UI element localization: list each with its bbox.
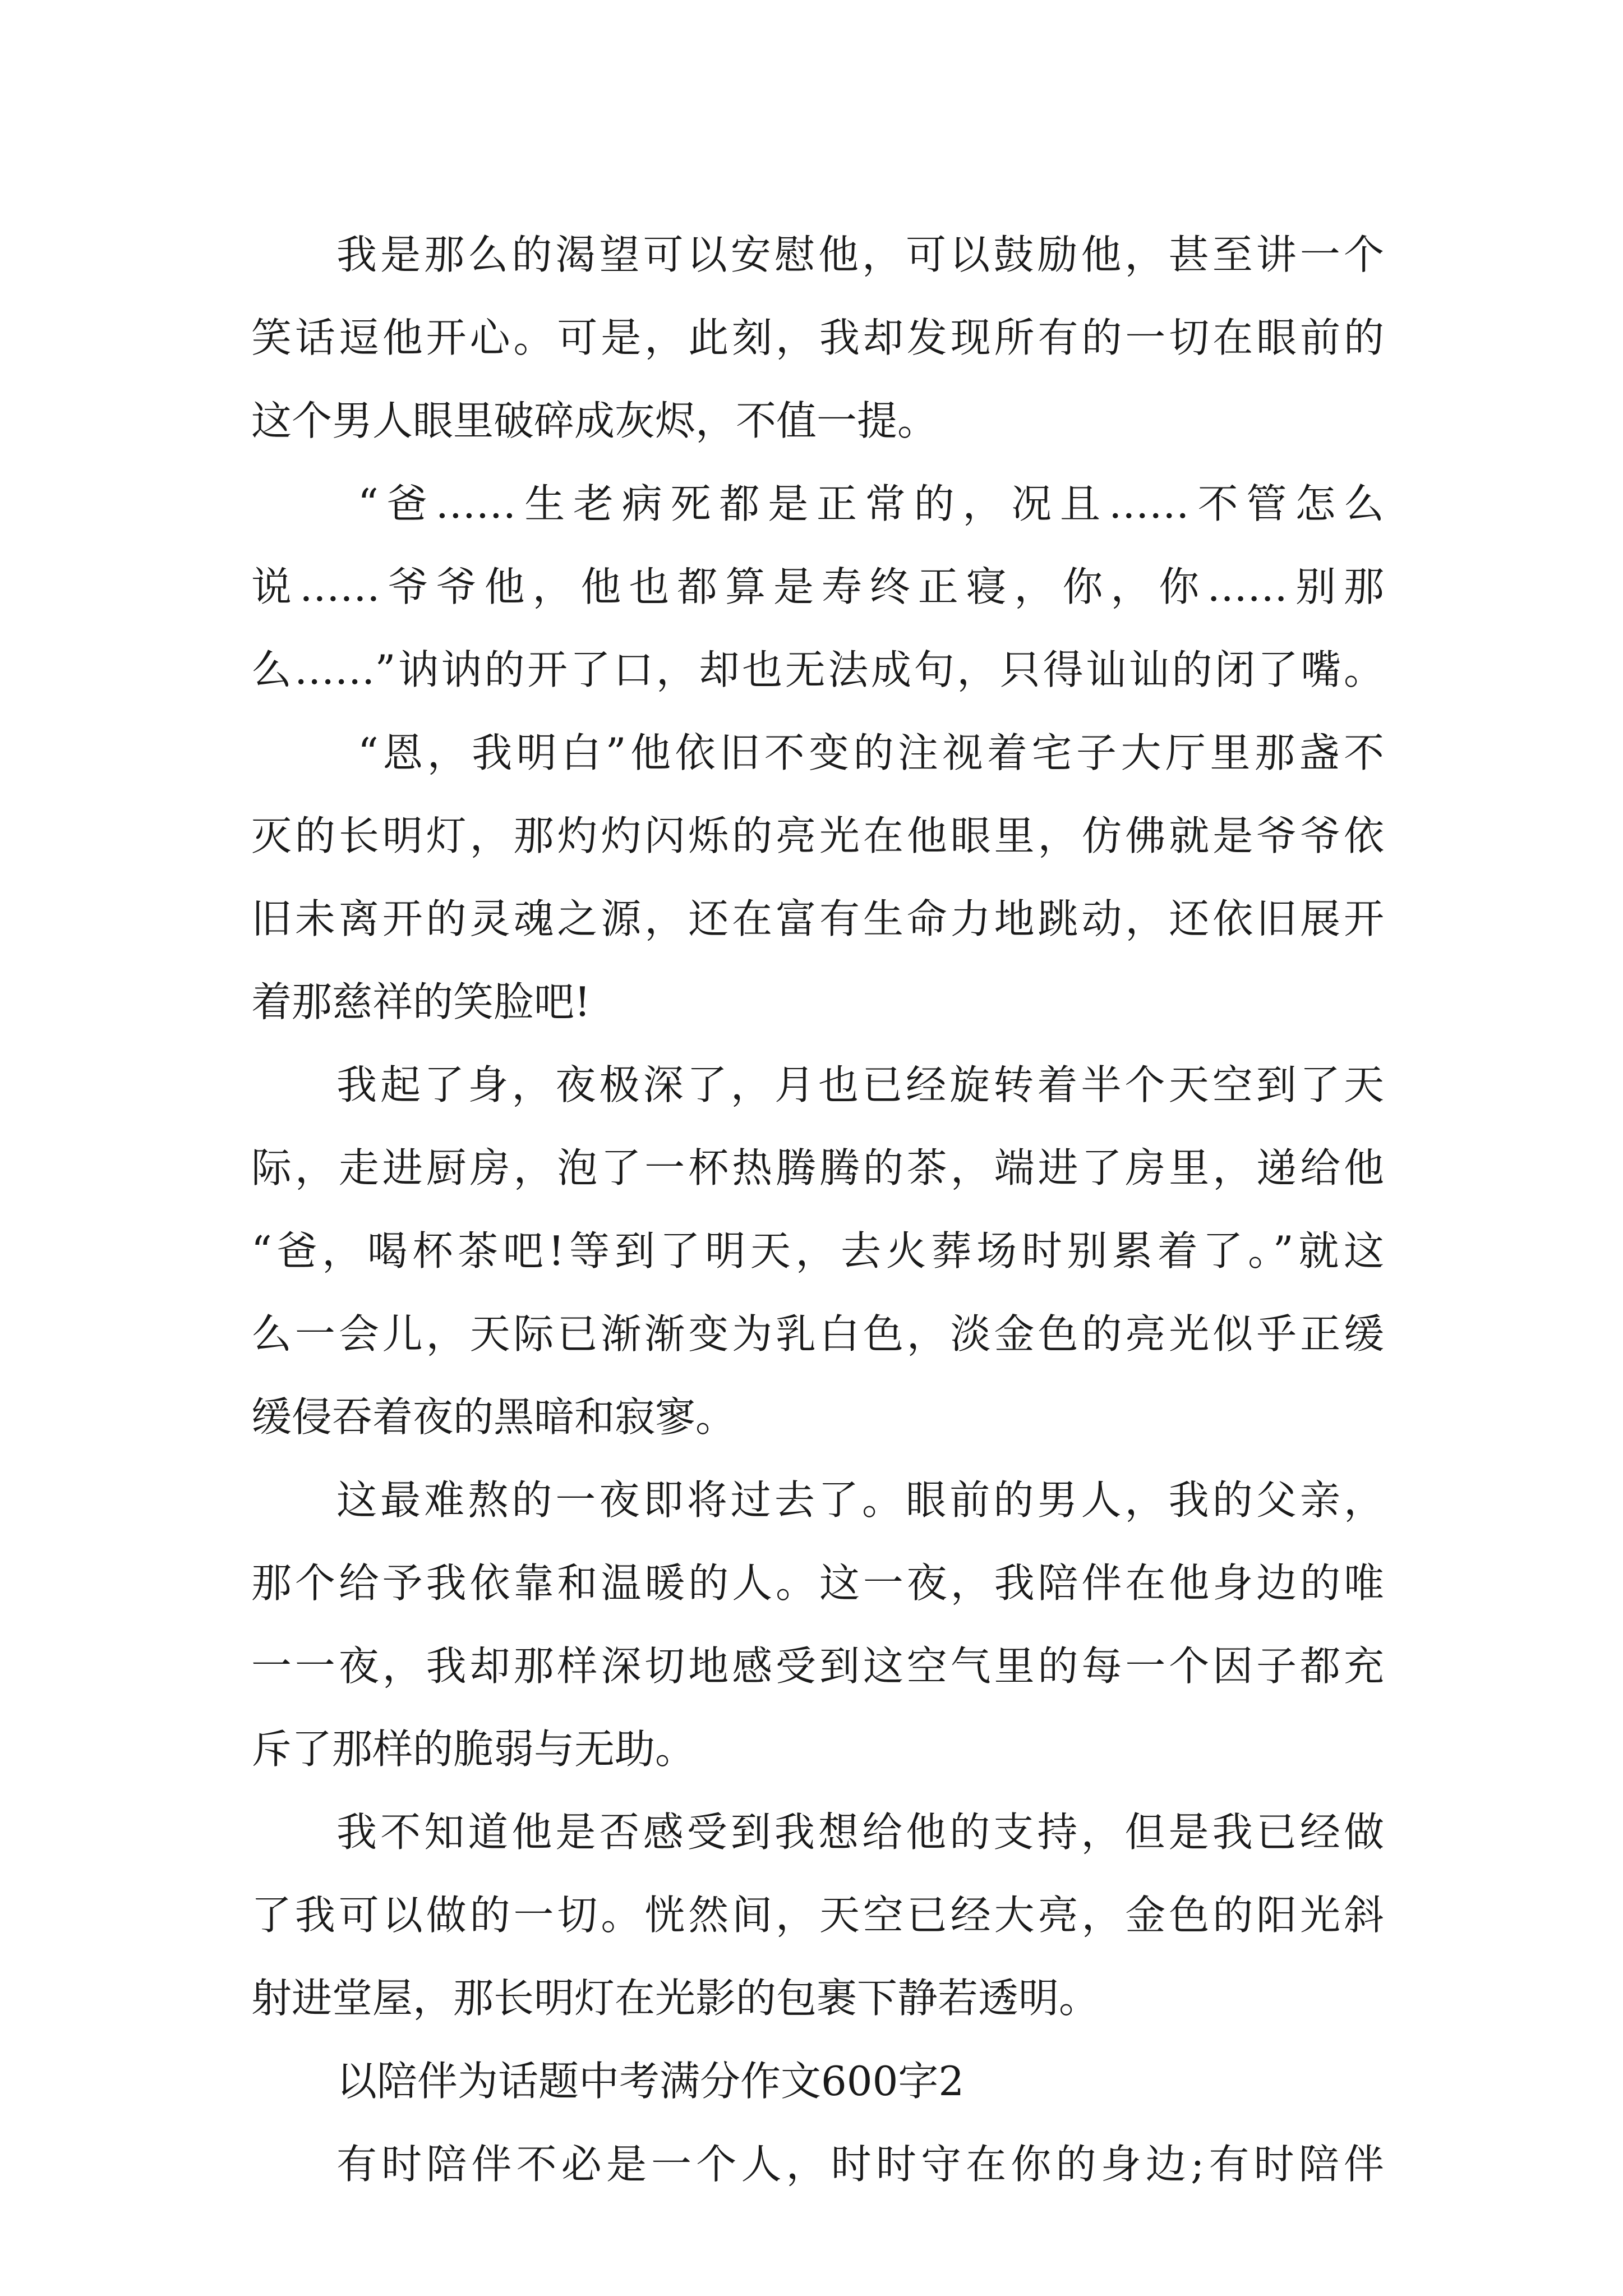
text-line: 这个男人眼里破碎成灰烬，不值一提。 [251, 397, 938, 444]
text-line: 笑话逗他开心。可是，此刻，我却发现所有的一切在眼前的 [251, 314, 1384, 361]
text-line: 我是那么的渴望可以安慰他，可以鼓励他，甚至讲一个 [336, 231, 1384, 278]
text-line: 旧未离开的灵魂之源，还在富有生命力地跳动，还依旧展开 [251, 895, 1384, 942]
text-line: 一一夜，我却那样深切地感受到这空气里的每一个因子都充 [251, 1642, 1384, 1690]
paragraph [251, 711, 1384, 1043]
paragraph [251, 1043, 1384, 1458]
paragraph [251, 462, 1384, 711]
section-heading [251, 2040, 1384, 2123]
paragraph [251, 2123, 1384, 2206]
text-line: 斥了那样的脆弱与无助。 [251, 1726, 696, 1773]
document-body [251, 213, 1384, 2206]
text-line: 际，走进厨房，泡了一杯热腾腾的茶，端进了房里，递给他 [251, 1144, 1384, 1191]
paragraph [251, 1791, 1384, 2040]
text-line: 我不知道他是否感受到我想给他的支持，但是我已经做 [336, 1809, 1384, 1856]
text-line: 么一会儿，天际已渐渐变为乳白色，淡金色的亮光似乎正缓 [251, 1310, 1384, 1358]
heading-text: 以陪伴为话题中考满分作文600字2 [336, 2058, 965, 2105]
text-line: 着那慈祥的笑脸吧! [251, 978, 591, 1025]
text-line: 射进堂屋，那长明灯在光影的包裹下静若透明。 [251, 1975, 1100, 2022]
paragraph [251, 213, 1384, 462]
text-line: “恩，我明白”他依旧不变的注视着宅子大厅里那盏不 [358, 729, 1384, 776]
text-line: 说……爷爷他，他也都算是寿终正寝，你，你……别那 [251, 563, 1384, 610]
paragraph [251, 1458, 1384, 1791]
text-line: 缓侵吞着夜的黑暗和寂寥。 [251, 1393, 736, 1441]
text-line: 那个给予我依靠和温暖的人。这一夜，我陪伴在他身边的唯 [251, 1559, 1384, 1607]
text-line: “爸……生老病死都是正常的，况且……不管怎么 [358, 480, 1384, 527]
text-line: 了我可以做的一切。恍然间，天空已经大亮，金色的阳光斜 [251, 1892, 1384, 1939]
text-line: “爸，喝杯茶吧!等到了明天，去火葬场时别累着了。”就这 [251, 1227, 1384, 1274]
text-line: 灭的长明灯，那灼灼闪烁的亮光在他眼里，仿佛就是爷爷依 [251, 812, 1384, 859]
text-line: 这最难熬的一夜即将过去了。眼前的男人，我的父亲， [336, 1476, 1384, 1524]
text-line: 我起了身，夜极深了，月也已经旋转着半个天空到了天 [336, 1061, 1384, 1108]
text-line: 么……”讷讷的开了口，却也无法成句，只得讪讪的闭了嘴。 [251, 646, 1384, 693]
text-line: 有时陪伴不必是一个人，时时守在你的身边;有时陪伴 [336, 2141, 1384, 2188]
